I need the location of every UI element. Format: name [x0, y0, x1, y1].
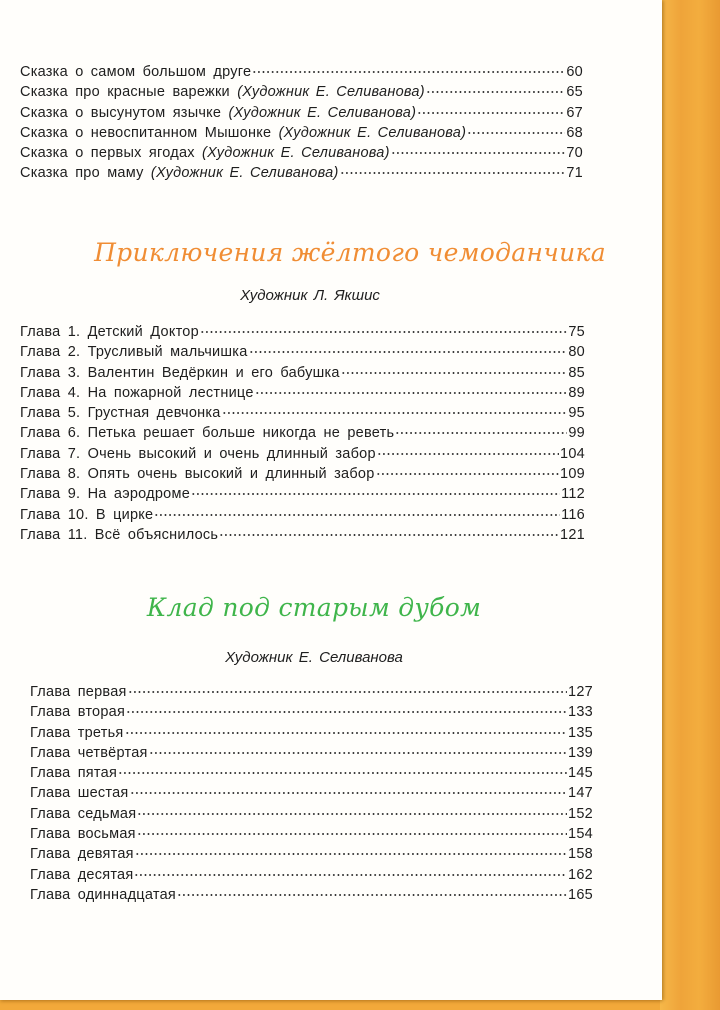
toc-entry-title-text: Глава третья: [30, 724, 124, 741]
dot-leader: [391, 152, 566, 154]
toc-entry-page-number: 68: [566, 124, 583, 141]
toc-entry-title-text: Глава пятая: [30, 765, 118, 782]
toc-entry: [30, 783, 593, 803]
toc-entry: [20, 342, 585, 362]
toc-entry: [30, 723, 593, 743]
toc-entry-title-text: Глава 6. Петька решает больше никогда не реветь: [20, 425, 395, 442]
dot-leader: [377, 453, 559, 455]
toc-entry: [20, 363, 585, 383]
toc-entry: [30, 844, 593, 864]
toc-entry-title: [30, 723, 124, 743]
toc-entry-title: [30, 865, 133, 885]
toc-entry-page-number: 95: [568, 405, 585, 422]
toc-entry-page-number: 154: [568, 826, 593, 843]
toc-entry-page-number: 152: [568, 805, 593, 822]
toc-entry-title: [20, 342, 248, 362]
toc-entry: [20, 444, 585, 464]
toc-entry: [20, 403, 585, 423]
orange-frame-stripe: [660, 0, 720, 1010]
dot-leader: [126, 711, 567, 713]
toc-list-fairytales: [20, 62, 583, 184]
toc-entry-page-number: 109: [560, 466, 585, 483]
toc-entry-title-text: Глава шестая: [30, 785, 129, 802]
dot-leader: [249, 351, 568, 353]
toc-entry-page-number: 71: [566, 165, 583, 182]
toc-entry-title: [20, 143, 390, 163]
dot-leader: [134, 874, 567, 876]
dot-leader: [137, 813, 567, 815]
dot-leader: [149, 752, 567, 754]
toc-entry-page-number: 116: [561, 506, 585, 523]
toc-entry-title: [20, 525, 218, 545]
dot-leader: [125, 732, 568, 734]
section-byline-yellow-suitcase: Художник Л. Якшис: [240, 287, 380, 304]
toc-entry-page-number: 162: [568, 866, 593, 883]
toc-entry-page-number: 70: [566, 145, 583, 162]
toc-entry-page-number: 104: [560, 445, 585, 462]
dot-leader: [341, 372, 568, 374]
section-heading-treasure-oak: Клад под старым дубом: [146, 593, 482, 622]
dot-leader: [426, 91, 566, 93]
toc-entry-title: [30, 743, 148, 763]
toc-entry: [20, 123, 583, 143]
toc-entry-page-number: 85: [568, 364, 585, 381]
dot-leader: [467, 132, 565, 134]
toc-entry: [20, 525, 585, 545]
toc-entry-title: [20, 322, 199, 342]
dot-leader: [200, 331, 567, 333]
toc-list-treasure-oak: [30, 682, 593, 905]
toc-entry-title: [30, 804, 136, 824]
toc-entry: [20, 464, 585, 484]
toc-entry-title: [30, 885, 176, 905]
dot-leader: [128, 691, 567, 693]
toc-entry: [30, 702, 593, 722]
toc-entry: [20, 103, 583, 123]
toc-entry-title-text: Сказка о высунутом язычке: [20, 104, 222, 121]
toc-entry-page-number: 165: [568, 886, 593, 903]
toc-entry-page-number: 135: [568, 724, 593, 741]
toc-entry-title: [20, 363, 340, 383]
toc-entry-page-number: 145: [568, 765, 593, 782]
toc-entry-artist: (Художник Е. Селиванова): [278, 124, 467, 141]
toc-entry-artist: (Художник Е. Селиванова): [202, 145, 390, 162]
toc-entry-page-number: 99: [568, 425, 585, 442]
toc-entry: [20, 62, 583, 82]
toc-entry: [30, 804, 593, 824]
toc-entry-title: [20, 403, 221, 423]
toc-entry-title-text: Глава 3. Валентин Ведёркин и его бабушка: [20, 364, 340, 381]
toc-entry: [20, 484, 585, 504]
toc-entry: [20, 82, 583, 102]
toc-entry: [30, 865, 593, 885]
toc-entry: [30, 763, 593, 783]
toc-entry: [20, 505, 585, 525]
toc-entry-title: [30, 763, 117, 783]
toc-entry-title-text: Глава восьмая: [30, 826, 136, 843]
section-byline-treasure-oak: Художник Е. Селиванова: [225, 649, 403, 666]
toc-entry: [30, 743, 593, 763]
toc-entry-page-number: 60: [566, 64, 583, 80]
toc-entry-page-number: 133: [568, 704, 593, 721]
toc-entry-title: [30, 682, 127, 702]
dot-leader: [395, 432, 567, 434]
toc-entry-title-text: Глава 7. Очень высокий и очень длинный забор: [20, 445, 376, 462]
dot-leader: [177, 894, 567, 896]
toc-entry-page-number: 158: [568, 846, 593, 863]
toc-entry-title-text: Глава 9. На аэродроме: [20, 486, 191, 503]
toc-entry-title-text: Сказка про маму: [20, 165, 144, 182]
toc-entry-page-number: 80: [568, 344, 585, 361]
toc-entry-page-number: 121: [560, 526, 585, 543]
dot-leader: [137, 833, 567, 835]
toc-entry-title-text: Сказка про красные варежки: [20, 84, 230, 101]
toc-entry: [20, 423, 585, 443]
toc-entry-artist: (Художник Е. Селиванова): [228, 104, 417, 121]
dot-leader: [376, 473, 560, 475]
toc-entry-title-text: Глава 8. Опять очень высокий и длинный забор: [20, 466, 375, 483]
section-heading-yellow-suitcase: Приключения жёлтого чемоданчика: [94, 238, 606, 267]
toc-entry-title: [20, 464, 375, 484]
toc-entry-title: [20, 383, 254, 403]
toc-entry-title: [30, 783, 129, 803]
toc-entry-title: [20, 423, 394, 443]
toc-entry-page-number: 127: [568, 684, 593, 700]
toc-entry-title-text: Глава 5. Грустная девчонка: [20, 405, 221, 422]
toc-entry-title-text: Глава вторая: [30, 704, 126, 721]
toc-list-yellow-suitcase: [20, 322, 585, 545]
toc-entry-title: [30, 844, 134, 864]
toc-entry-title-text: Глава одиннадцатая: [30, 886, 176, 903]
dot-leader: [130, 792, 568, 794]
toc-entry: [20, 383, 585, 403]
toc-entry-title-text: Сказка о самом большом друге: [20, 64, 252, 80]
toc-entry-title: [20, 123, 466, 143]
dot-leader: [191, 493, 560, 495]
dot-leader: [222, 412, 568, 414]
toc-entry-title-text: Глава первая: [30, 684, 127, 700]
toc-entry-artist: (Художник Е. Селиванова): [237, 84, 425, 101]
dot-leader: [135, 853, 567, 855]
toc-entry-title: [20, 62, 251, 82]
toc-entry-title-text: Глава 2. Трусливый мальчишка: [20, 344, 248, 361]
toc-entry-title-text: Сказка о первых ягодах: [20, 145, 195, 162]
toc-entry: [30, 824, 593, 844]
dot-leader: [255, 392, 568, 394]
toc-entry-page-number: 147: [568, 785, 593, 802]
toc-entry-title-text: Глава седьмая: [30, 805, 137, 822]
toc-entry: [30, 682, 593, 702]
dot-leader: [417, 112, 565, 114]
toc-entry-title-text: Глава четвёртая: [30, 744, 148, 761]
dot-leader: [118, 772, 567, 774]
toc-entry-title-text: Глава 10. В цирке: [20, 506, 154, 523]
toc-entry-page-number: 89: [568, 384, 585, 401]
dot-leader: [154, 514, 560, 516]
toc-entry: [30, 885, 593, 905]
toc-entry-title: [20, 103, 416, 123]
toc-entry: [20, 143, 583, 163]
toc-entry-title: [20, 82, 425, 102]
toc-entry-page-number: 112: [561, 486, 585, 503]
toc-entry-title-text: Сказка о невоспитанном Мышонке: [20, 124, 272, 141]
toc-entry: [20, 163, 583, 183]
toc-entry-page-number: 67: [566, 104, 583, 121]
dot-leader: [340, 172, 566, 174]
toc-entry-title: [20, 444, 376, 464]
toc-entry-title: [20, 484, 190, 504]
toc-entry-title: [20, 505, 153, 525]
dot-leader: [252, 71, 565, 73]
toc-entry-title: [20, 163, 339, 183]
toc-entry-page-number: 139: [568, 744, 593, 761]
toc-entry-title-text: Глава 1. Детский Доктор: [20, 324, 199, 340]
toc-entry-title-text: Глава десятая: [30, 866, 134, 883]
toc-entry: [20, 322, 585, 342]
toc-entry-artist: (Художник Е. Селиванова): [150, 165, 339, 182]
dot-leader: [219, 534, 559, 536]
toc-entry-page-number: 65: [566, 84, 583, 101]
toc-entry-title-text: Глава девятая: [30, 846, 134, 863]
toc-entry-title-text: Глава 11. Всё объяснилось: [20, 526, 219, 543]
toc-entry-page-number: 75: [568, 324, 585, 340]
toc-entry-title: [30, 824, 136, 844]
toc-entry-title: [30, 702, 125, 722]
toc-entry-title-text: Глава 4. На пожарной лестнице: [20, 384, 254, 401]
